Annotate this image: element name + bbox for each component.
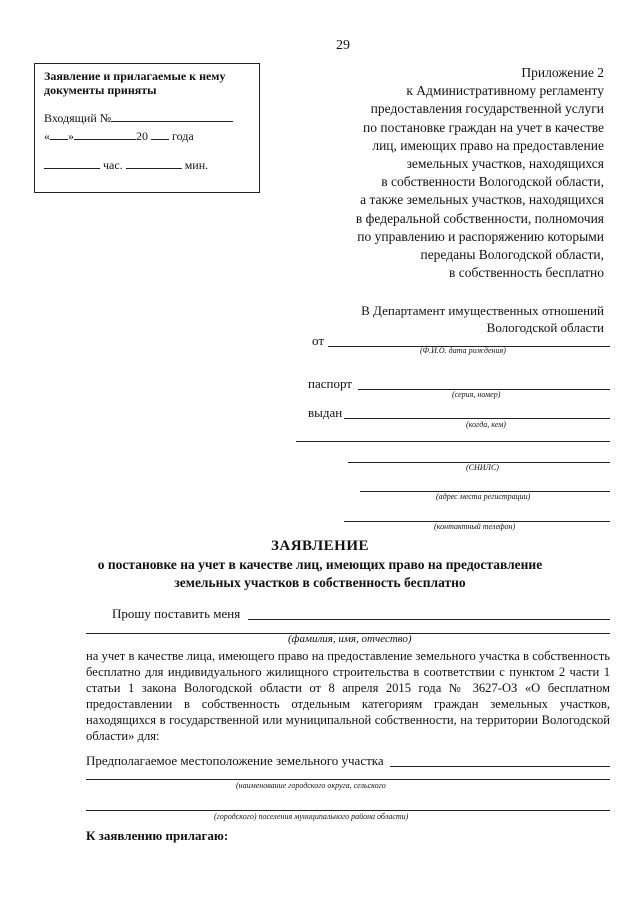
appendix-line: по управлению и распоряжению которыми <box>357 228 604 244</box>
attachments-label: К заявлению прилагаю: <box>86 828 229 843</box>
issued-input-line[interactable] <box>344 418 610 419</box>
document-subtitle-line: о постановке на учет в качестве лиц, имеющих право на предоставление <box>97 557 543 572</box>
stamp-date-open-quote: « <box>44 129 50 143</box>
addressee-line: В Департамент имущественных отношений <box>361 303 604 318</box>
location-caption-2: (городского) поселения муниципального района области) <box>214 812 409 821</box>
stamp-title: Заявление и прилагаемые к нему документы приняты <box>44 69 226 97</box>
issued-label: выдан <box>308 405 343 420</box>
name-caption: (фамилия, имя, отчество) <box>288 633 412 645</box>
phone-caption: (контактный телефон) <box>434 522 516 531</box>
stamp-year-word: года <box>172 129 194 143</box>
issued-caption: (когда, кем) <box>466 420 506 429</box>
appendix-line: Приложение 2 <box>521 65 604 80</box>
body-paragraph: на учет в качестве лица, имеющего право на предоставление земельного участка в собственность бесплатно для индивидуального жилищного строительства в соответствии с пунктом 2 части 1 статьи 1 закона Вологодской области от 8 апреля 2015 года № 3627-ОЗ «О бесплатном предоставлении в собственность отдельным категориям граждан земельных участков, находящихся в государственной или муниципальной собственности, на территории Вологодской области» для: <box>86 649 610 743</box>
stamp-hours-blank[interactable] <box>44 157 100 169</box>
location-label: Предполагаемое местоположение земельного участка <box>86 753 384 768</box>
passport-label: паспорт <box>308 376 352 391</box>
appendix-line: по постановке граждан на учет в качестве <box>363 119 604 135</box>
from-label: от <box>312 333 325 348</box>
appendix-heading <box>284 64 604 282</box>
location-caption-1: (наименование городского округа, сельского <box>236 781 386 790</box>
location-input-line-2[interactable] <box>86 779 610 780</box>
stamp-day-blank[interactable] <box>50 128 68 140</box>
document-subtitle-line: земельных участков в собственность бесплатно <box>174 575 466 590</box>
appendix-line: к Административному регламенту <box>406 83 604 99</box>
appendix-line: а также земельных участков, находящихся <box>360 192 604 208</box>
appendix-line: предоставления государственной услуги <box>370 101 604 117</box>
stamp-date-row <box>44 128 194 144</box>
page-number: 29 <box>336 38 350 53</box>
passport-caption: (серия, номер) <box>452 390 501 399</box>
stamp-date-close-quote: » <box>68 129 74 143</box>
request-label: Прошу поставить меня <box>112 606 241 621</box>
appendix-line: в собственность бесплатно <box>449 265 604 281</box>
stamp-year-prefix: 20 <box>136 129 148 143</box>
stamp-month-blank[interactable] <box>74 128 136 140</box>
appendix-line: переданы Вологодской области, <box>420 247 604 263</box>
issued-continuation-line[interactable] <box>296 441 610 442</box>
document-title: ЗАЯВЛЕНИЕ <box>270 538 370 554</box>
stamp-incoming-blank[interactable] <box>111 110 233 122</box>
registration-stamp-box <box>34 63 260 193</box>
stamp-incoming-label: Входящий № <box>44 111 112 125</box>
appendix-line: в федеральной собственности, полномочия <box>355 210 604 226</box>
addressee-line: Вологодской области <box>486 320 604 335</box>
from-caption: (Ф.И.О. дата рождения) <box>420 346 506 355</box>
stamp-year-blank[interactable] <box>151 128 169 140</box>
stamp-incoming-row <box>44 110 233 126</box>
addressee-block <box>304 302 604 336</box>
location-input-line[interactable] <box>390 766 610 767</box>
stamp-minutes-blank[interactable] <box>126 157 182 169</box>
stamp-time-row <box>44 157 208 173</box>
appendix-line: земельных участков, находящихся <box>406 156 604 172</box>
stamp-minutes-label: мин. <box>184 158 209 172</box>
location-input-line-3[interactable] <box>86 810 610 811</box>
stamp-hours-label: час. <box>103 158 123 172</box>
appendix-line: лиц, имеющих право на предоставление <box>372 137 604 153</box>
address-caption: (адрес места регистрации) <box>436 492 531 501</box>
request-name-line[interactable] <box>248 619 610 620</box>
appendix-line: в собственности Вологодской области, <box>381 174 604 190</box>
snils-caption: (СНИЛС) <box>466 463 499 472</box>
